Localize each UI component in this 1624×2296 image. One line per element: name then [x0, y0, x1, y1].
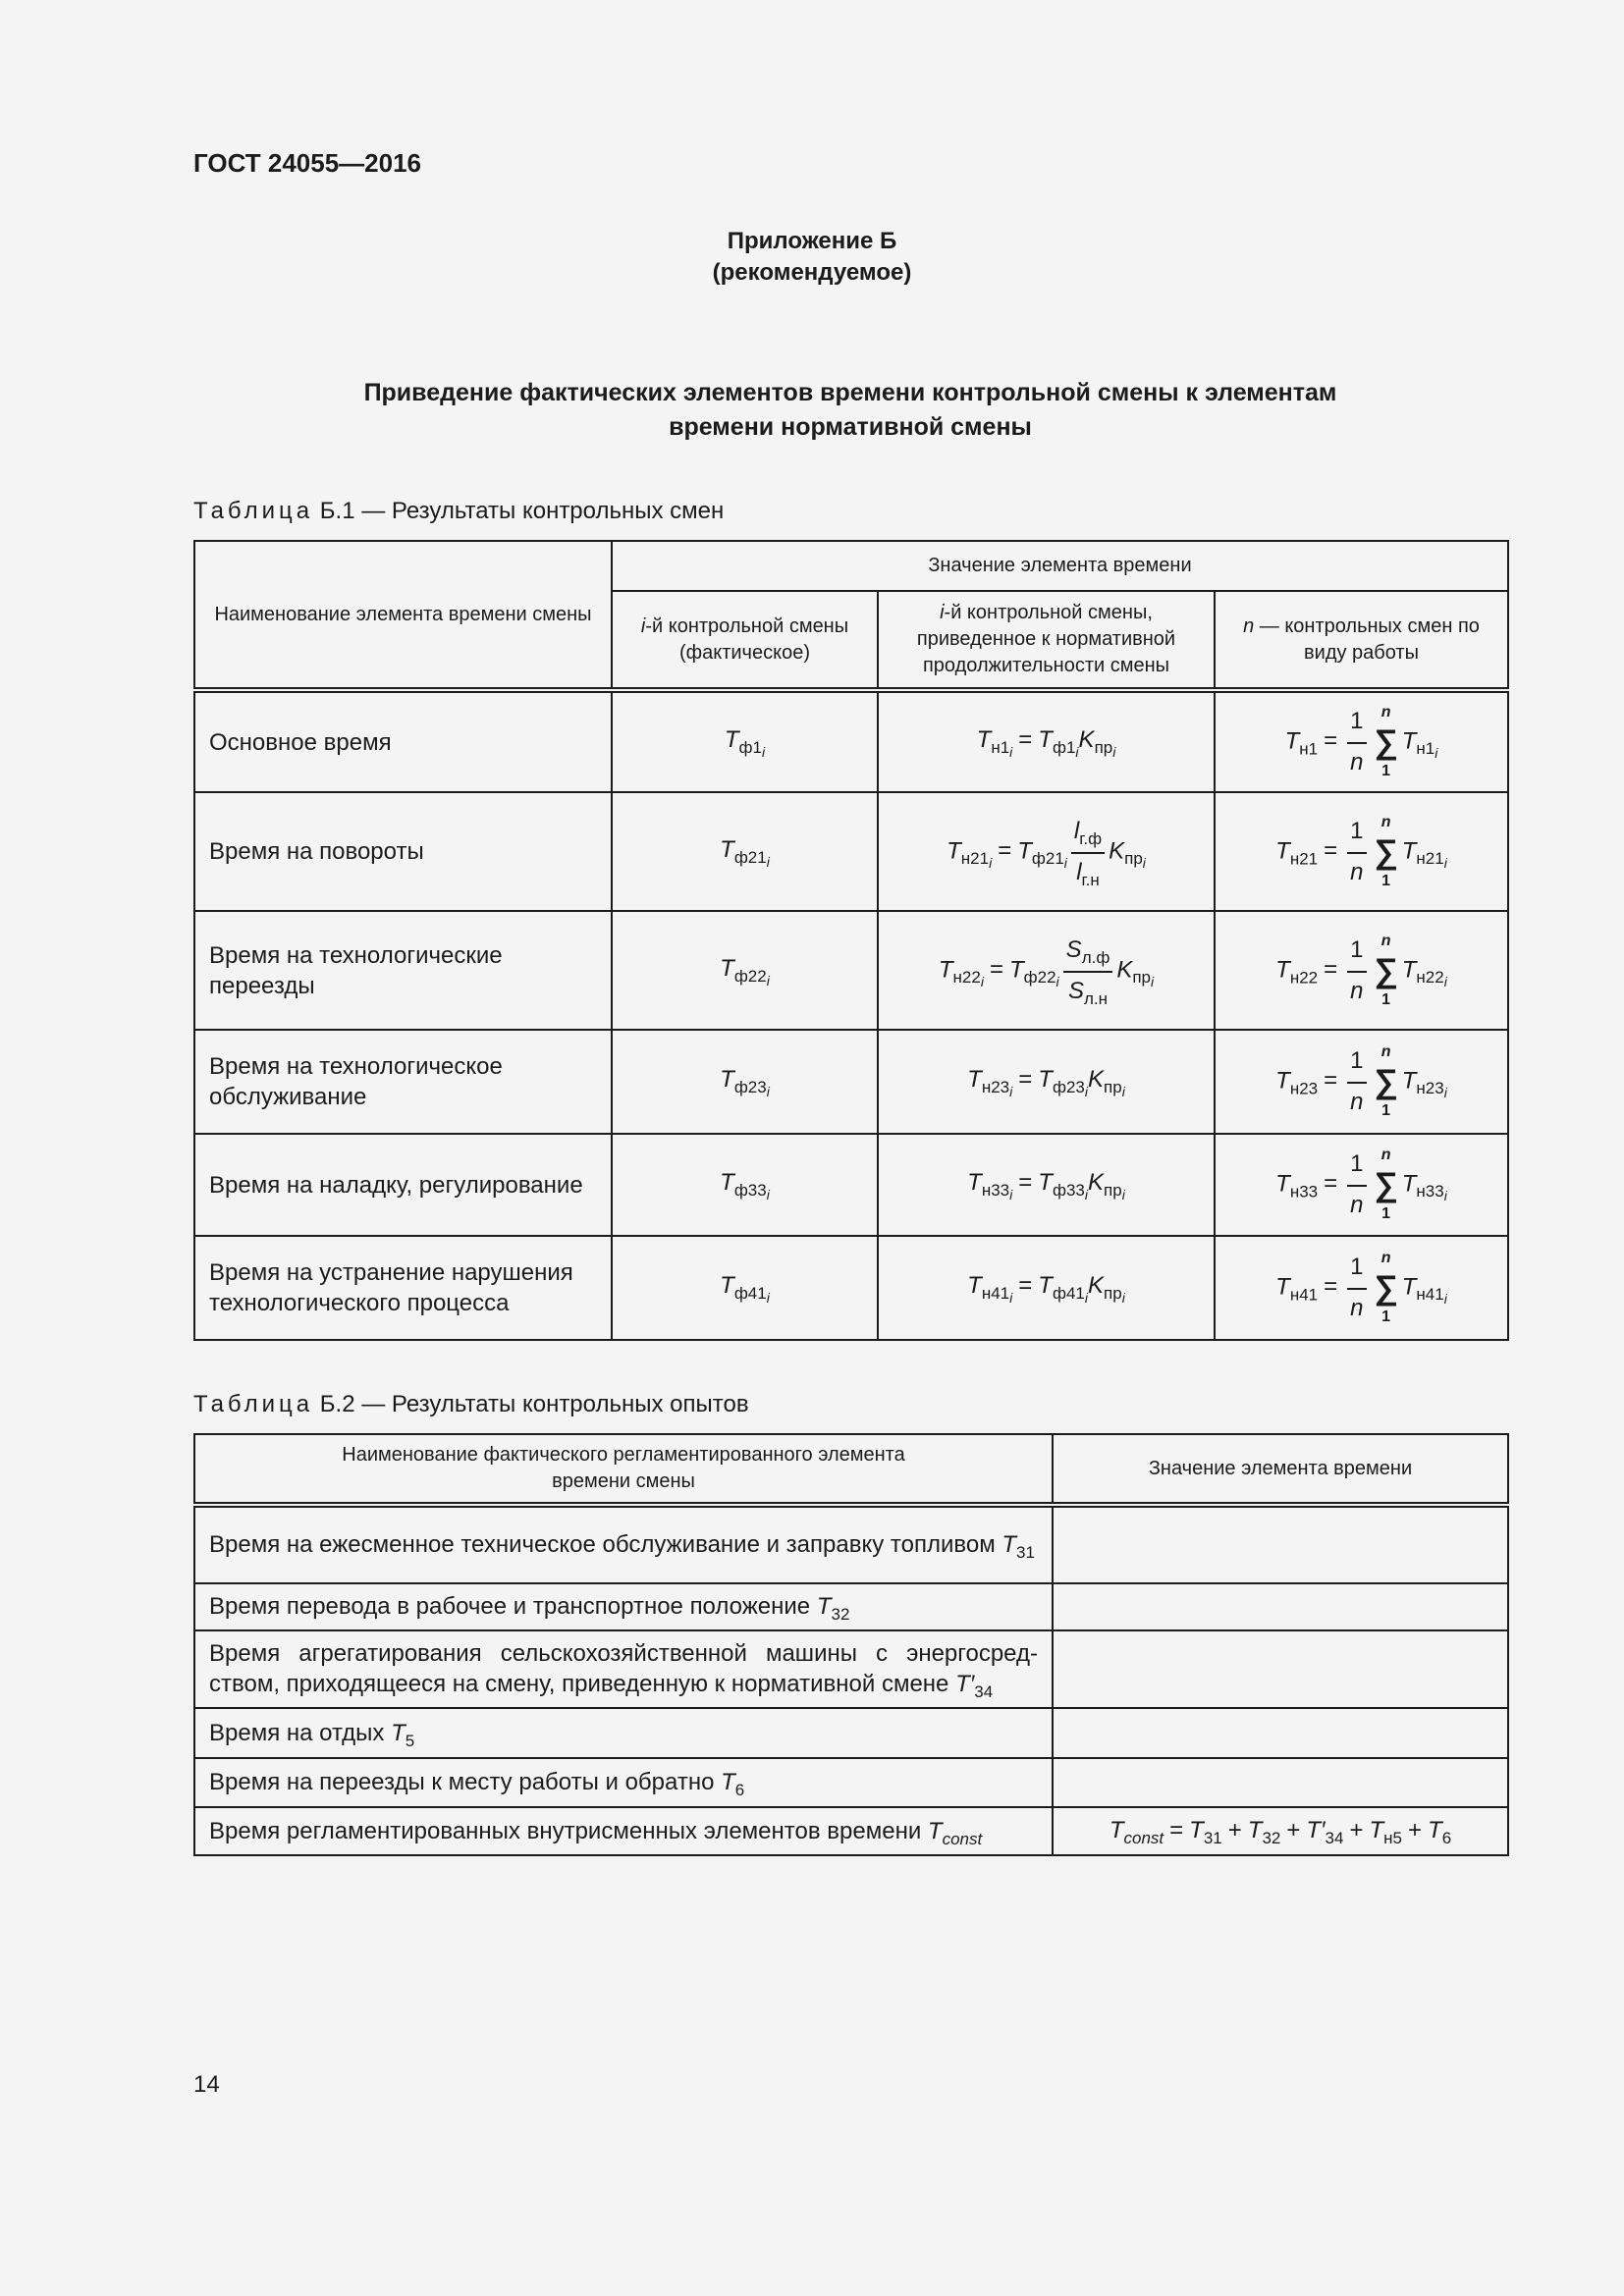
subscript: ф23i — [1052, 1078, 1088, 1099]
header-col-actual — [612, 591, 878, 690]
subscript: 6 — [734, 1781, 745, 1799]
summation — [1375, 813, 1398, 891]
math-variable: K — [1078, 726, 1095, 753]
math-variable: S — [1067, 977, 1084, 1004]
fraction — [1347, 1251, 1366, 1325]
table-row — [194, 1630, 1508, 1708]
fraction — [1071, 815, 1105, 889]
subscript: ф33i — [733, 1181, 770, 1202]
denominator — [1347, 1187, 1366, 1222]
table-row — [194, 1708, 1508, 1758]
denominator — [1347, 1290, 1366, 1325]
subscript: 31 — [1016, 1543, 1035, 1562]
index-subscript: i — [1009, 744, 1013, 760]
subscript: ф33i — [1052, 1181, 1088, 1202]
table-row — [194, 1807, 1508, 1855]
subscript: 34 — [974, 1682, 994, 1701]
table-row — [194, 1583, 1508, 1630]
appendix-label: Приложение Б — [727, 228, 897, 254]
formula-cell-a — [612, 792, 878, 911]
header-text: -й контрольной смены (фактическое) — [645, 614, 849, 664]
sigma-symbol: ∑ — [1374, 951, 1398, 989]
caption-word: Таблица — [193, 498, 314, 524]
summation — [1375, 1249, 1398, 1327]
element-name-cell — [194, 1758, 1053, 1807]
math-variable: T — [1038, 1169, 1053, 1196]
formula-cell-b — [878, 792, 1215, 911]
formula-cell-b — [878, 1236, 1215, 1340]
math-variable: T — [1008, 955, 1024, 983]
element-name-cell: Время на технологическое обслуживание — [194, 1030, 612, 1134]
subscript: ф21i — [1031, 848, 1067, 871]
index-subscript: i — [1443, 1291, 1447, 1308]
math-operator: = — [1169, 1817, 1184, 1843]
element-text: Время агрегатирования сельскохозяйственной машины с энергосред-ством, приходящееся на смену, приведенную к нормативной смене — [209, 1640, 1038, 1697]
formula-cell-a — [612, 911, 878, 1030]
denominator — [1347, 854, 1366, 889]
math-variable: T — [1275, 955, 1290, 983]
subscript: ф41i — [1052, 1284, 1088, 1306]
index-symbol: i — [640, 614, 646, 637]
math-variable: T — [1275, 1273, 1290, 1301]
tables-section — [193, 497, 1507, 1856]
math-variable: T — [720, 835, 734, 863]
subscript: прi — [1104, 1181, 1125, 1202]
table-row — [194, 1758, 1508, 1807]
math-variable: T — [1401, 1170, 1417, 1198]
math-variable: T — [1275, 1170, 1290, 1198]
math-variable: T — [1284, 727, 1300, 755]
subscript: н33i — [1416, 1182, 1447, 1204]
index-subscript: i — [766, 1290, 770, 1306]
index-subscript: i — [1121, 1084, 1125, 1099]
sum-upper-limit: n — [1380, 704, 1391, 721]
formula-cell-c — [1215, 1134, 1508, 1236]
sigma-symbol: ∑ — [1374, 1269, 1398, 1307]
caption-word: Таблица — [193, 1391, 314, 1417]
index-subscript: i — [1443, 973, 1447, 989]
sum-upper-limit: n — [1380, 1043, 1391, 1060]
table-control-tests — [193, 1433, 1509, 1856]
math-variable: T — [947, 836, 961, 864]
math-variable: S — [1065, 935, 1082, 963]
value-cell — [1053, 1583, 1508, 1630]
subscript: г.н — [1081, 870, 1100, 889]
math-variable: T — [720, 1169, 734, 1196]
sigma-symbol: ∑ — [1374, 1063, 1398, 1100]
formula-cell-c — [1215, 911, 1508, 1030]
subscript: н1 — [1299, 739, 1319, 759]
fraction — [1347, 1044, 1366, 1119]
math-variable: T′ — [1306, 1817, 1326, 1843]
denominator — [1063, 973, 1113, 1008]
math-variable: K — [1088, 1272, 1105, 1299]
math-variable: n — [1350, 1295, 1364, 1321]
math-operator: = — [989, 955, 1003, 983]
subscript: прi — [1104, 1284, 1125, 1306]
index-subscript: i — [1121, 1290, 1125, 1306]
index-subscript: i — [1084, 1084, 1088, 1099]
subscript: н41 — [1289, 1285, 1319, 1305]
fraction — [1347, 705, 1366, 779]
math-variable: n — [1350, 977, 1364, 1004]
fraction — [1347, 1148, 1366, 1222]
value-cell — [1053, 1505, 1508, 1583]
index-subscript: i — [766, 853, 770, 870]
header-col-normalized — [878, 591, 1215, 690]
math-number: 1 — [1350, 1254, 1364, 1280]
numerator — [1347, 1251, 1366, 1290]
math-variable: T′ — [955, 1671, 975, 1697]
index-subscript: i — [1063, 854, 1067, 871]
math-variable: l — [1076, 858, 1082, 885]
table-row — [194, 690, 1508, 792]
sum-lower-limit: 1 — [1381, 1102, 1391, 1119]
math-operator: = — [1018, 1169, 1033, 1196]
header-value-group: Значение элемента времени — [612, 541, 1508, 591]
subscript: н21 — [1289, 848, 1319, 868]
numerator — [1347, 1148, 1366, 1187]
element-name-cell — [194, 1583, 1053, 1630]
formula-cell-b — [878, 911, 1215, 1030]
sum-lower-limit: 1 — [1381, 990, 1391, 1008]
index-subscript: i — [1443, 854, 1447, 871]
math-operator: = — [1324, 1170, 1338, 1198]
math-operator: = — [1324, 1067, 1338, 1095]
index-subscript: i — [1009, 1290, 1013, 1306]
table-control-shifts — [193, 540, 1509, 1341]
math-variable: T — [1038, 1272, 1053, 1299]
index-subscript: i — [1443, 1188, 1447, 1204]
index-subscript: i — [1009, 1084, 1013, 1099]
formula-cell-a — [612, 1134, 878, 1236]
math-operator: = — [1018, 726, 1033, 753]
math-variable: K — [1088, 1169, 1105, 1196]
numerator — [1347, 934, 1366, 973]
sigma-symbol: ∑ — [1374, 723, 1398, 761]
numerator — [1347, 815, 1366, 854]
fraction — [1347, 815, 1366, 889]
subscript: const — [942, 1829, 983, 1848]
element-name-cell: Время на технологические переезды — [194, 911, 612, 1030]
numerator — [1063, 934, 1113, 973]
table-row — [194, 911, 1508, 1030]
subscript: л.ф — [1081, 947, 1110, 967]
element-name-cell: Основное время — [194, 690, 612, 792]
index-subscript: i — [989, 854, 993, 871]
subscript: 34 — [1325, 1829, 1344, 1847]
subscript: н33i — [981, 1181, 1013, 1202]
subscript: н33 — [1289, 1182, 1319, 1201]
index-subscript: i — [1142, 854, 1146, 871]
index-subscript: i — [1075, 744, 1079, 760]
math-variable: n — [1350, 858, 1364, 885]
index-subscript: i — [762, 744, 766, 760]
formula-cell-c — [1215, 1030, 1508, 1134]
numerator — [1347, 705, 1366, 744]
math-variable: K — [1116, 955, 1133, 983]
sum-lower-limit: 1 — [1381, 1205, 1391, 1222]
math-variable: T — [927, 1817, 943, 1844]
summation — [1375, 1146, 1398, 1224]
subscript: н22i — [1416, 967, 1447, 989]
element-name-cell: Время на повороты — [194, 792, 612, 911]
math-variable: T — [1275, 1067, 1290, 1095]
subscript: н1i — [1416, 739, 1438, 762]
math-variable: T — [1369, 1817, 1384, 1843]
math-number: 1 — [1350, 708, 1364, 734]
subscript: н22i — [952, 967, 984, 989]
math-variable: T — [1109, 1817, 1124, 1843]
math-variable: l — [1073, 817, 1080, 844]
sigma-symbol: ∑ — [1374, 832, 1398, 871]
subscript: ф23i — [733, 1078, 770, 1099]
math-variable: T — [1428, 1817, 1442, 1843]
math-variable: K — [1109, 836, 1125, 864]
caption-text: Б.2 — Результаты контрольных опытов — [313, 1391, 749, 1417]
sum-upper-limit: n — [1380, 813, 1391, 830]
formula-cell-a — [612, 690, 878, 792]
sigma-symbol: ∑ — [1374, 1166, 1398, 1203]
subscript: ф21i — [733, 847, 770, 870]
math-number: 1 — [1350, 1150, 1364, 1177]
subscript: ф1i — [738, 738, 766, 760]
subscript: 31 — [1203, 1829, 1222, 1847]
math-operator: = — [1324, 955, 1338, 983]
sum-upper-limit: n — [1380, 1250, 1391, 1266]
math-variable: T — [1401, 836, 1417, 864]
formula-cell-c — [1215, 1236, 1508, 1340]
math-variable: T — [976, 726, 992, 753]
math-operator: + — [1408, 1817, 1423, 1843]
index-subscript: i — [766, 1187, 770, 1202]
index-subscript: i — [1084, 1187, 1088, 1202]
header-col-average — [1215, 591, 1508, 690]
subscript: н21i — [960, 848, 993, 871]
math-variable: T — [1038, 726, 1053, 753]
element-name-cell — [194, 1708, 1053, 1758]
sum-lower-limit: 1 — [1381, 872, 1391, 889]
math-variable: T — [724, 726, 739, 753]
denominator — [1347, 744, 1366, 779]
value-cell — [1053, 1758, 1508, 1807]
subscript: ф22i — [1023, 967, 1059, 989]
element-text: Время на ежесменное техническое обслуживание и заправку топливом — [209, 1531, 1002, 1558]
index-subscript: i — [1151, 973, 1155, 989]
subscript: 32 — [831, 1605, 850, 1624]
subscript: н5 — [1383, 1829, 1402, 1847]
formula-cell-b — [878, 1134, 1215, 1236]
math-variable: T — [1401, 1273, 1417, 1301]
math-variable: T — [1189, 1817, 1204, 1843]
header-value: Значение элемента времени — [1053, 1434, 1508, 1505]
subscript: н41i — [1416, 1285, 1447, 1308]
summation — [1375, 932, 1398, 1010]
math-operator: + — [1227, 1817, 1242, 1843]
subscript: 32 — [1262, 1829, 1281, 1847]
numerator — [1071, 815, 1105, 854]
math-operator: = — [998, 836, 1012, 864]
math-variable: T — [967, 1066, 982, 1093]
math-variable: T — [967, 1272, 982, 1299]
index-symbol: n — [1243, 614, 1255, 637]
summation — [1375, 1042, 1398, 1121]
subscript: н1i — [991, 738, 1013, 760]
formula-cell-a — [612, 1030, 878, 1134]
element-name-cell: Время на наладку, регулирование — [194, 1134, 612, 1236]
index-subscript: i — [1121, 1187, 1125, 1202]
section-heading — [193, 376, 1507, 445]
index-subscript: i — [1435, 745, 1438, 762]
math-operator: + — [1286, 1817, 1301, 1843]
index-subscript: i — [980, 973, 984, 989]
element-text: Время перевода в рабочее и транспортное положение — [209, 1593, 817, 1620]
subscript: прi — [1104, 1078, 1125, 1099]
math-number: 1 — [1350, 1047, 1364, 1074]
element-text: Время на переезды к месту работы и обратно — [209, 1769, 722, 1795]
header-element-name: Наименование элемента времени смены — [194, 541, 612, 690]
subscript: 6 — [1441, 1829, 1452, 1847]
math-operator: = — [1324, 836, 1338, 864]
math-variable: T — [816, 1593, 832, 1620]
page-number: 14 — [193, 2071, 220, 2098]
element-name-cell — [194, 1630, 1053, 1708]
math-number: 1 — [1350, 817, 1364, 844]
formula-cell-c — [1215, 792, 1508, 911]
header-text: -й контрольной смены, приведенное к нормативной продолжительности смены — [916, 602, 1176, 676]
table2-caption — [193, 1390, 1507, 1419]
appendix-status: (рекомендуемое) — [712, 259, 912, 286]
denominator — [1347, 1084, 1366, 1119]
math-variable: n — [1350, 1089, 1364, 1115]
table-row — [194, 1030, 1508, 1134]
math-variable: T — [1401, 1067, 1417, 1095]
math-variable: T — [1275, 836, 1290, 864]
subscript: н41i — [981, 1284, 1013, 1306]
subscript: ф22i — [733, 966, 770, 988]
math-variable: n — [1350, 749, 1364, 775]
math-variable: T — [1017, 836, 1032, 864]
math-operator: = — [1018, 1272, 1033, 1299]
subscript: 5 — [405, 1731, 415, 1750]
math-variable: T — [720, 954, 734, 982]
heading-line: времени нормативной смены — [669, 413, 1032, 441]
sum-lower-limit: 1 — [1381, 763, 1391, 779]
index-subscript: i — [1009, 1187, 1013, 1202]
formula-cell-b — [878, 690, 1215, 792]
math-operator: + — [1349, 1817, 1364, 1843]
math-variable: T — [938, 955, 953, 983]
sum-upper-limit: n — [1380, 1147, 1391, 1163]
fraction — [1347, 934, 1366, 1008]
header-element-name: Наименование фактического регламентированного элемента времени смены — [194, 1434, 1053, 1505]
subscript: н23i — [1416, 1079, 1447, 1101]
element-name-cell — [194, 1807, 1053, 1855]
subscript: прi — [1094, 738, 1116, 760]
math-operator: = — [1324, 1273, 1338, 1301]
math-variable: T — [1247, 1817, 1263, 1843]
math-variable: T — [391, 1719, 406, 1746]
subscript: н21i — [1416, 848, 1447, 871]
element-name-cell: Время на устранение нарушения технологического процесса — [194, 1236, 612, 1340]
subscript: н22 — [1289, 967, 1319, 987]
index-symbol: i — [940, 602, 945, 623]
value-cell — [1053, 1807, 1508, 1855]
subscript: л.н — [1083, 988, 1109, 1008]
fraction — [1063, 934, 1113, 1008]
header-text: — контрольных смен по виду работы — [1254, 614, 1480, 664]
table-row — [194, 1505, 1508, 1583]
sum-lower-limit: 1 — [1381, 1308, 1391, 1325]
math-operator: = — [1324, 727, 1338, 755]
math-variable: T — [1038, 1066, 1053, 1093]
math-variable: K — [1088, 1066, 1105, 1093]
element-name-cell — [194, 1505, 1053, 1583]
table1-caption — [193, 497, 1507, 526]
sum-upper-limit: n — [1380, 932, 1391, 949]
numerator — [1347, 1044, 1366, 1084]
element-text: Время на отдых — [209, 1719, 392, 1746]
subscript: прi — [1132, 967, 1155, 989]
subscript: const — [1123, 1829, 1164, 1847]
summation — [1375, 703, 1398, 781]
math-variable: T — [967, 1169, 982, 1196]
index-subscript: i — [1443, 1085, 1447, 1101]
math-variable: T — [720, 1066, 734, 1093]
math-variable: T — [720, 1272, 734, 1299]
subscript: н23i — [981, 1078, 1013, 1099]
table-row — [194, 1236, 1508, 1340]
subscript: г.ф — [1079, 828, 1103, 848]
element-text: Время регламентированных внутрисменных элементов времени — [209, 1817, 928, 1844]
value-cell — [1053, 1708, 1508, 1758]
index-subscript: i — [1056, 973, 1059, 989]
index-subscript: i — [766, 1084, 770, 1099]
subscript: н23 — [1289, 1079, 1319, 1098]
math-number: 1 — [1350, 935, 1364, 963]
denominator — [1347, 973, 1366, 1008]
table-row — [194, 792, 1508, 911]
math-variable: n — [1350, 1192, 1364, 1218]
math-operator: = — [1018, 1066, 1033, 1093]
math-variable: T — [721, 1769, 735, 1795]
subscript: ф1i — [1052, 738, 1079, 760]
formula-cell-b — [878, 1030, 1215, 1134]
appendix-title — [0, 226, 1624, 289]
index-subscript: i — [1112, 744, 1116, 760]
math-variable: T — [1001, 1531, 1017, 1558]
subscript: прi — [1124, 848, 1146, 871]
table-row — [194, 1134, 1508, 1236]
heading-line: Приведение фактических элементов времени контрольной смены к элементам — [363, 379, 1337, 406]
document-code: ГОСТ 24055—2016 — [193, 148, 421, 178]
value-cell — [1053, 1630, 1508, 1708]
formula-cell-a — [612, 1236, 878, 1340]
denominator — [1071, 854, 1105, 889]
caption-text: Б.1 — Результаты контрольных смен — [313, 498, 725, 524]
subscript: ф41i — [733, 1284, 770, 1306]
formula-cell-c — [1215, 690, 1508, 792]
math-variable: T — [1401, 955, 1417, 983]
index-subscript: i — [1084, 1290, 1088, 1306]
math-variable: T — [1401, 727, 1417, 755]
index-subscript: i — [766, 972, 770, 988]
